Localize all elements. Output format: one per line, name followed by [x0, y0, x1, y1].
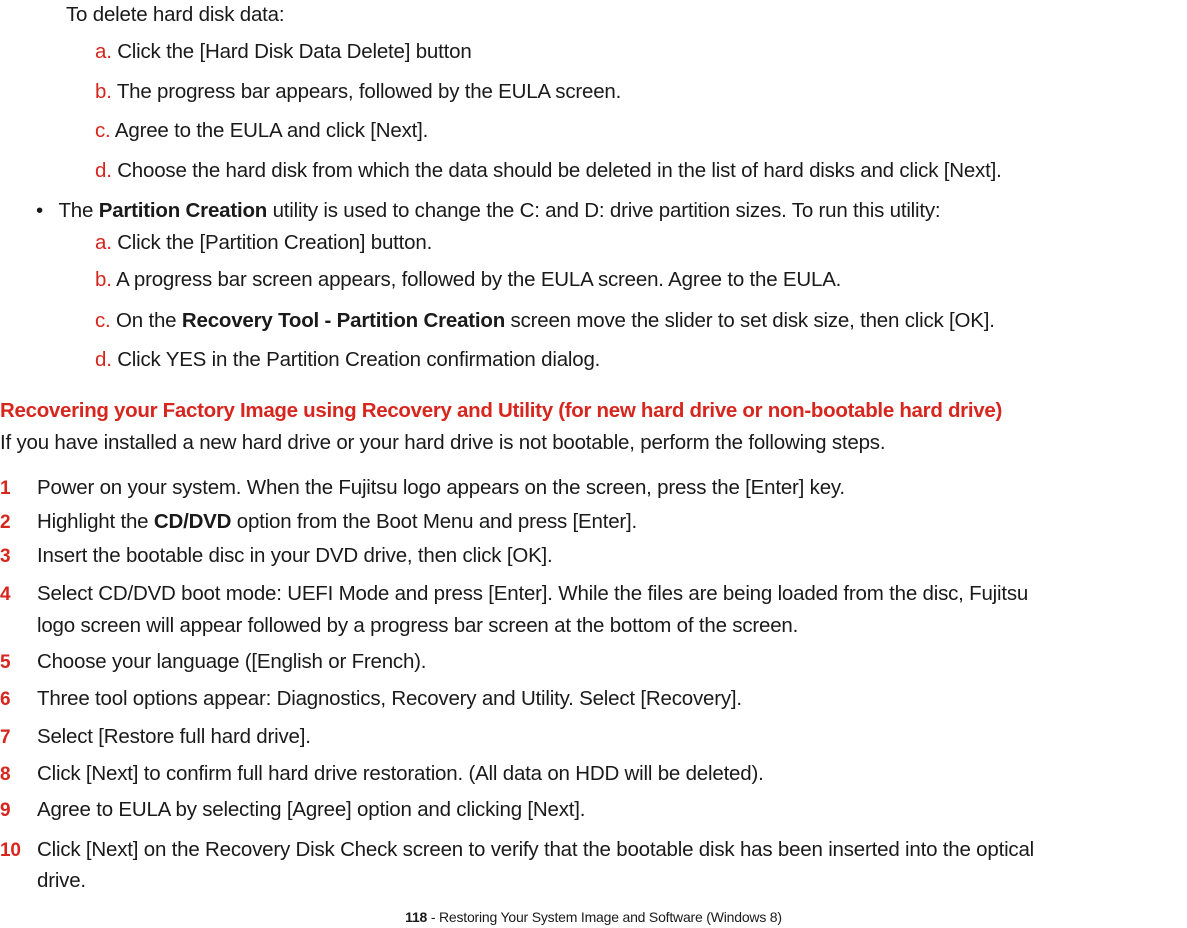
partition-step-b — [95, 268, 841, 293]
delete-step-a — [95, 40, 472, 65]
bullet-bold: Partition Creation — [98, 199, 268, 222]
step-number: 7 — [0, 727, 11, 748]
step-text: Click the [Hard Disk Data Delete] button — [111, 40, 472, 63]
step-text: Click YES in the Partition Creation confirmation dialog. — [111, 348, 601, 371]
step-text: Choose your language ([English or French). — [37, 650, 427, 673]
delete-step-c — [95, 119, 428, 144]
step-text — [37, 510, 637, 535]
step-letter: d. — [95, 348, 112, 371]
step-text: The progress bar appears, followed by the EULA screen. — [111, 80, 622, 103]
step-number: 3 — [0, 546, 11, 567]
step-number: 5 — [0, 652, 11, 673]
step-suffix: option from the Boot Menu and press [Enter]. — [231, 510, 638, 533]
step-text-line-2: logo screen will appear followed by a progress bar screen at the bottom of the screen. — [37, 614, 799, 637]
partition-step-a — [95, 231, 432, 256]
step-text: Agree to the EULA and click [Next]. — [110, 119, 429, 142]
step-letter: c. — [95, 119, 111, 142]
footer-title: - Restoring Your System Image and Software (Windows 8) — [427, 909, 782, 925]
delete-step-b — [95, 80, 621, 105]
section-heading: Recovering your Factory Image using Recovery and Utility (for new hard drive or non-bootable hard drive) — [0, 399, 1002, 422]
step-letter: a. — [95, 40, 112, 63]
step-text: Power on your system. When the Fujitsu logo appears on the screen, press the [Enter] key. — [37, 476, 845, 499]
step-letter: d. — [95, 159, 112, 182]
step-prefix: Highlight the — [37, 510, 154, 533]
step-letter: a. — [95, 231, 112, 254]
step-prefix: On the — [110, 309, 182, 332]
bullet-prefix: The — [58, 199, 99, 222]
step-text-line-1: Select CD/DVD boot mode: UEFI Mode and press [Enter]. While the files are being loaded from the disc, Fujitsu — [37, 582, 1029, 605]
partition-step-d — [95, 348, 600, 373]
step-text: Choose the hard disk from which the data should be deleted in the list of hard disks and click [Next]. — [111, 159, 1002, 182]
step-letter: b. — [95, 268, 112, 291]
step-bold: CD/DVD — [153, 510, 232, 533]
step-number: 9 — [0, 800, 11, 821]
step-number: 2 — [0, 512, 11, 533]
step-text: Insert the bootable disc in your DVD drive, then click [OK]. — [37, 544, 553, 567]
partition-bullet — [36, 199, 940, 224]
bullet-suffix: utility is used to change the C: and D: drive partition sizes. To run this utility: — [267, 199, 941, 222]
step-text: A progress bar screen appears, followed by the EULA screen. Agree to the EULA. — [111, 268, 842, 291]
step-text-line-2: drive. — [37, 869, 86, 892]
step-text: Click [Next] to confirm full hard drive restoration. (All data on HDD will be deleted). — [37, 762, 764, 785]
bullet-icon: • — [36, 199, 43, 222]
step-bold: Recovery Tool - Partition Creation — [181, 309, 506, 332]
step-text: Click the [Partition Creation] button. — [111, 231, 433, 254]
step-number: 4 — [0, 584, 11, 605]
step-number: 1 — [0, 478, 11, 499]
partition-step-c — [95, 309, 995, 334]
step-text: Select [Restore full hard drive]. — [37, 725, 311, 748]
step-number: 8 — [0, 764, 11, 785]
step-number: 10 — [0, 840, 21, 861]
step-text-line-1: Click [Next] on the Recovery Disk Check screen to verify that the bootable disk has been inserted into the optical — [37, 838, 1035, 861]
section-intro: If you have installed a new hard drive or your hard drive is not bootable, perform the following steps. — [0, 431, 886, 454]
page-footer — [0, 909, 1187, 926]
step-text: Three tool options appear: Diagnostics, Recovery and Utility. Select [Recovery]. — [37, 687, 742, 710]
step-suffix: screen move the slider to set disk size, then click [OK]. — [505, 309, 995, 332]
page-number: 118 — [405, 909, 428, 925]
delete-step-d — [95, 159, 1002, 184]
step-text: Agree to EULA by selecting [Agree] option and clicking [Next]. — [37, 798, 586, 821]
step-number: 6 — [0, 689, 11, 710]
step-letter: b. — [95, 80, 112, 103]
intro-text: To delete hard disk data: — [66, 3, 285, 26]
step-letter: c. — [95, 309, 111, 332]
